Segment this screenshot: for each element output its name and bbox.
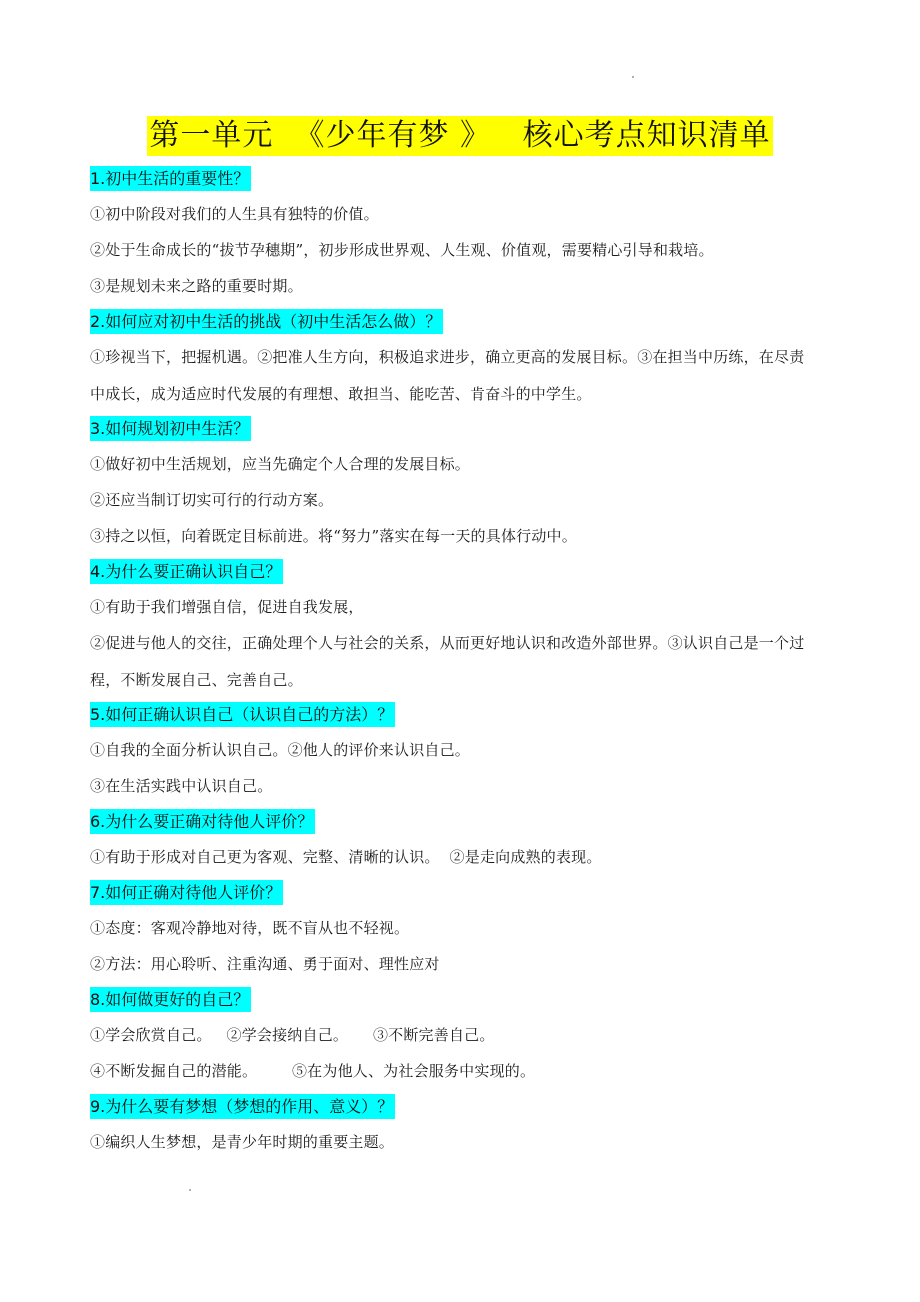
- question-heading: 2.如何应对初中生活的挑战（初中生活怎么做）？: [90, 309, 443, 334]
- question-heading: 7.如何正确对待他人评价？: [90, 880, 283, 905]
- answer-paragraph: ①学会欣赏自己。 ②学会接纳自己。 ③不断完善自己。: [90, 1026, 495, 1044]
- qa-section: [90, 1094, 810, 1155]
- answer-paragraph: ①珍视当下，把握机遇。②把准人生方向，积极追求进步，确立更高的发展目标。③在担当中历练，在尽责中成长，成为适应时代发展的有理想、敢担当、能吃苦、肯奋斗的中学生。: [90, 348, 805, 403]
- qa-section: [90, 559, 810, 699]
- answer-paragraph: ①有助于形成对自己更为客观、完整、清晰的认识。 ②是走向成熟的表现。: [90, 848, 602, 866]
- qa-section: [90, 809, 810, 870]
- scan-speck: [632, 76, 634, 78]
- answer-paragraph: ②处于生命成长的“拔节孕穗期”，初步形成世界观、人生观、价值观，需要精心引导和栽培。: [90, 241, 714, 259]
- answer-paragraph: ①有助于我们增强自信，促进自我发展，: [90, 598, 364, 616]
- question-row: [90, 166, 810, 191]
- answer-paragraph: ④不断发掘自己的潜能。 ⑤在为他人、为社会服务中实现的。: [90, 1062, 536, 1080]
- answer-paragraph: ①初中阶段对我们的人生具有独特的价值。: [90, 205, 379, 223]
- qa-section: [90, 166, 810, 299]
- qa-section: [90, 416, 810, 549]
- knowledge-list: [90, 164, 810, 1165]
- answer-paragraph: ①态度：客观冷静地对待，既不盲从也不轻视。: [90, 919, 410, 937]
- answer-paragraph: ①做好初中生活规划，应当先确定个人合理的发展目标。: [90, 455, 471, 473]
- question-row: [90, 559, 810, 584]
- question-heading: 5.如何正确认识自己（认识自己的方法）？: [90, 702, 395, 727]
- answer-paragraph: ①自我的全面分析认识自己。②他人的评价来认识自己。: [90, 741, 471, 759]
- answer-paragraph: ②还应当制订切实可行的行动方案。: [90, 491, 334, 509]
- page-title: 第一单元 《少年有梦 》 核心考点知识清单: [147, 116, 772, 156]
- answer-paragraph: ②促进与他人的交往，正确处理个人与社会的关系，从而更好地认识和改造外部世界。③认识自己是一个过程，不断发展自己、完善自己。: [90, 634, 805, 689]
- answer-paragraph: ③在生活实践中认识自己。: [90, 777, 273, 795]
- answer-paragraph: ③持之以恒，向着既定目标前进。将“努力”落实在每一天的具体行动中。: [90, 527, 577, 545]
- answer-paragraph: ①编织人生梦想，是青少年时期的重要主题。: [90, 1133, 395, 1151]
- qa-section: [90, 309, 810, 413]
- question-heading: 9.为什么要有梦想（梦想的作用、意义）？: [90, 1094, 395, 1119]
- question-row: [90, 309, 810, 334]
- qa-section: [90, 987, 810, 1084]
- question-row: [90, 880, 810, 905]
- question-heading: 1.初中生活的重要性？: [90, 166, 251, 191]
- question-row: [90, 809, 810, 834]
- title-container: [0, 116, 920, 156]
- scan-speck: [189, 1189, 191, 1191]
- question-row: [90, 987, 810, 1012]
- question-heading: 4.为什么要正确认识自己？: [90, 559, 283, 584]
- question-row: [90, 1094, 810, 1119]
- qa-section: [90, 702, 810, 799]
- answer-paragraph: ②方法：用心聆听、注重沟通、勇于面对、理性应对: [90, 955, 440, 973]
- question-heading: 8.如何做更好的自己？: [90, 987, 251, 1012]
- question-row: [90, 416, 810, 441]
- question-heading: 6.为什么要正确对待他人评价？: [90, 809, 315, 834]
- answer-paragraph: ③是规划未来之路的重要时期。: [90, 277, 303, 295]
- question-row: [90, 702, 810, 727]
- qa-section: [90, 880, 810, 977]
- question-heading: 3.如何规划初中生活？: [90, 416, 251, 441]
